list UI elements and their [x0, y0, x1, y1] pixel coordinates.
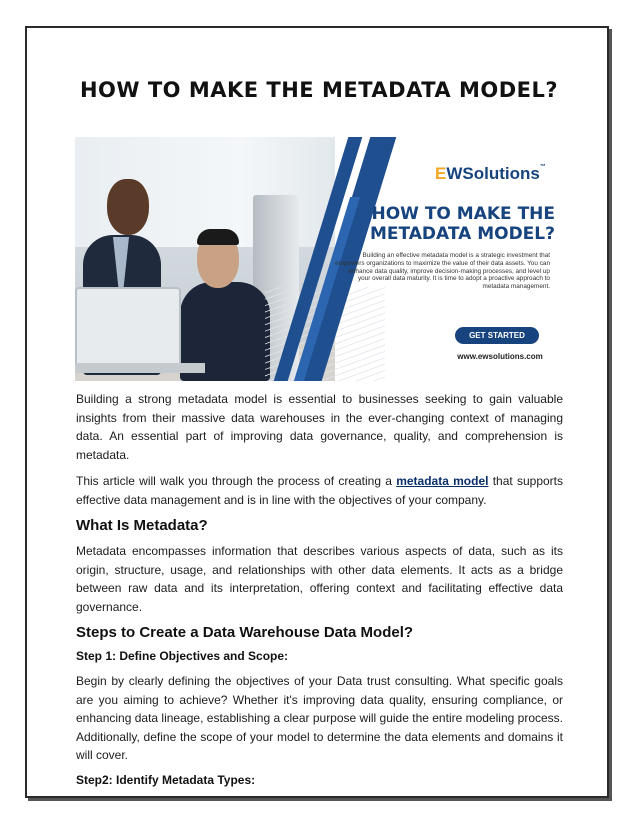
- laptop-graphic: [75, 287, 181, 371]
- step1-paragraph: Begin by clearly defining the objectives of your Data trust consulting. What specific goals are you aiming to achieve? Whether it's improving data quality, ensuring compliance, or enhancing data lineage, establishing a clear purpose will guide the entire modeling process. Additionally, define the scope of your model to determine the data elements and domains it will cover.: [76, 674, 563, 762]
- what-is-metadata-heading: What Is Metadata?: [76, 517, 208, 534]
- get-started-button[interactable]: GET STARTED: [455, 327, 539, 344]
- article-body: [76, 390, 563, 796]
- website-url: www.ewsolutions.com: [457, 352, 543, 361]
- walkthrough-paragraph: This article will walk you through the process of creating a metadata model that supports effective data management and is in line with the objectives of your company.: [76, 474, 564, 507]
- steps-heading: Steps to Create a Data Warehouse Data Model?: [76, 624, 414, 641]
- step1-heading: Step 1: Define Objectives and Scope:: [76, 649, 289, 663]
- hero-blurb: Building an effective metadata model is a strategic investment that empowers organizations to maximize the value of their data assets. You can enhance data quality, improve decision-making processes, and level up your overall data maturity. It is time to adopt a proactive approach to metadata management.: [335, 252, 550, 291]
- step2-heading: Step2: Identify Metadata Types:: [76, 772, 256, 787]
- intro-paragraph: Building a strong metadata model is essential to businesses seeking to gain valuable insights from their massive data warehouses in the ever-changing context of managing data. An essential part of improving data governance, quality, and comprehension is metadata.: [76, 392, 563, 462]
- ewsolutions-logo: EWSolutions™: [435, 164, 546, 183]
- page-title: HOW TO MAKE THE METADATA MODEL?: [79, 78, 559, 102]
- hero-heading: HOW TO MAKE THE METADATA MODEL?: [369, 204, 555, 244]
- what-is-metadata-paragraph: Metadata encompasses information that describes various aspects of data, such as its origin, structure, usage, and relationships with other data elements. It acts as a bridge between raw data and its interpretation, offering context and facilitating effective data governance.: [76, 544, 563, 614]
- metadata-model-link[interactable]: metadata model: [396, 474, 489, 488]
